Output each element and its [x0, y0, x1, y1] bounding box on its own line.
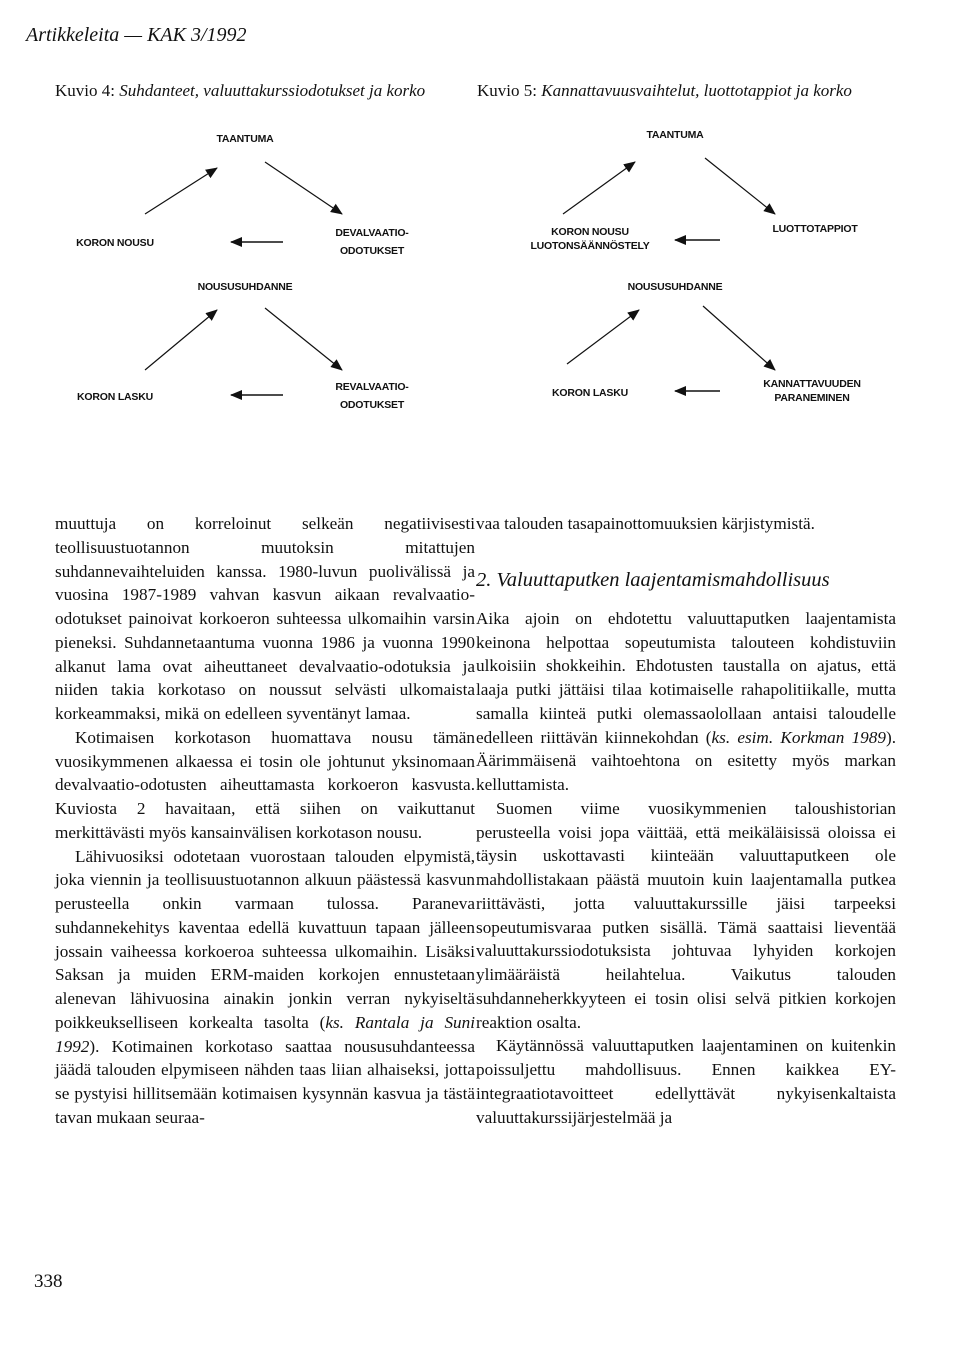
figure5-caption-title: Kannattavuusvaihtelut, luottotappiot ja korko	[541, 81, 852, 100]
right-paragraph-2	[476, 607, 896, 797]
figure4-arrows	[55, 118, 505, 428]
figure4-upper-right-line2: ODOTUKSET	[339, 245, 405, 257]
figure4-arrow-down-top	[265, 162, 342, 214]
figure4-upper-right	[317, 226, 427, 258]
left-column	[55, 512, 475, 1130]
figure5-upper-left-line1: KORON NOUSU	[551, 226, 629, 238]
figure4-arrow-up-bottom	[145, 310, 217, 370]
figure5-lower-right	[747, 377, 877, 405]
left-paragraph-3-text-b: ). Kotimainen korkotaso saattaa noususuhdanteessa jäädä talouden elpymiseen nähden taas liian alhaiseksi, jotta se pystyisi hillitsemään kotimaisen kysynnän kasvua ja tästä tavan mukaan seuraa-	[55, 1036, 475, 1127]
figure4-lower-right-line2: ODOTUKSET	[339, 399, 405, 411]
right-paragraph-2-text-a: Aika ajoin on ehdotettu valuuttaputken laajentamista keinona helpottaa sopeutumista talouteen kohdistuviin ulkoisiin shokkeihin. Ehdotusten taustalla on ajatus, että laaja putki jättäisi tilaa kotimaiselle rahapolitiikalle, mutta samalla kiinteä putki olemassaolollaan antaisi taloudelle edelleen riittävän kiinnekohdan (	[476, 608, 896, 747]
figure5-upper-left	[515, 225, 665, 253]
right-column	[476, 512, 896, 1129]
running-head: Artikkeleita — KAK 3/1992	[26, 24, 247, 46]
figure5-arrow-up-top	[563, 162, 635, 214]
figure4-lower-right	[317, 380, 427, 412]
figure4-lower-right-line1: REVALVAATIO-	[335, 381, 409, 393]
figure5-caption-prefix: Kuvio 5:	[477, 81, 542, 100]
figure5-diagram	[475, 118, 925, 428]
figure4-caption-prefix: Kuvio 4:	[55, 81, 120, 100]
figure5-lower-right-line1: KANNATTAVUUDEN	[763, 378, 861, 390]
right-paragraph-2-text-b: ). Äärimmäisenä vaihtoehtona on esitetty myös markan kelluttamista.	[476, 727, 896, 794]
right-paragraph-1: vaa talouden tasapainottomuuksien kärjistymistä.	[476, 514, 815, 533]
figure5-upper-right: LUOTTOTAPPIOT	[772, 223, 858, 235]
figure4-diagram	[55, 118, 505, 428]
right-paragraph-2-citation: ks. esim. Korkman 1989	[711, 727, 886, 747]
figure5-lower-right-line2: PARANEMINEN	[774, 392, 850, 404]
left-paragraph-3	[55, 845, 475, 1130]
figure5-lower-left: KORON LASKU	[552, 387, 628, 399]
right-paragraph-3: Suomen viime vuosikymmenien taloushistorian perusteella voisi jopa väittää, että meikäläisissä oloissa ei täysin uskottavasti kiinteään valuuttaputkeen ole mahdollistakaan päästä muutoin kuin laajentamalla putkea riittävästi, jotta valuuttakurssille jäisi tarpeeksi sopeutumisvaraa putken sisällä. Tämä saattaisi lieventää valuuttakurssiodotuksista johtuvaa lyhyiden korkojen ylimääräistä heilahtelua. Vaikutus talouden suhdanneherkkyyteen ei tosin olisi selvä pitkien korkojen reaktion osalta.	[476, 798, 896, 1032]
left-paragraph-2: Kotimaisen korkotason huomattava nousu tämän vuosikymmenen alkaessa ei tosin ole johtunut yksinomaan devalvaatio-odotusten aiheuttamasta korkoeron kasvusta. Kuviosta 2 havaitaan, että siihen on vaikuttanut merkittävästi myös kansainvälisen korkotason nousu.	[55, 727, 475, 842]
figure4-caption	[55, 80, 435, 102]
figure5-caption	[477, 80, 877, 102]
figure5-arrow-up-bottom	[567, 310, 639, 364]
figure5-upper-left-line2: LUOTONSÄÄNNÖSTELY	[530, 240, 650, 252]
figure4-upper-left: KORON NOUSU	[76, 237, 154, 249]
figure5-middle-label: NOUSUSUHDANNE	[627, 281, 723, 293]
figure4-upper-right-line1: DEVALVAATIO-	[335, 227, 409, 239]
figure4-middle-label: NOUSUSUHDANNE	[197, 281, 293, 293]
figure4-lower-left: KORON LASKU	[77, 391, 153, 403]
page-number: 338	[34, 1271, 63, 1292]
figure4-arrow-down-bottom	[265, 308, 342, 370]
right-paragraph-4: Käytännössä valuuttaputken laajentaminen on kuitenkin poissuljettu mahdollisuus. Ennen kaikkea EY-integraatiotavoitteet edellyttävät nykyisenkaltaista valuuttakurssijärjestelmää ja	[476, 1036, 896, 1127]
figure5-top-label: TAANTUMA	[646, 129, 704, 141]
figure4-top-label: TAANTUMA	[216, 133, 274, 145]
section-heading: 2. Valuuttaputken laajentamismahdollisuus	[476, 568, 830, 591]
figure5-arrow-down-top	[705, 158, 775, 214]
left-paragraph-1: muuttuja on korreloinut selkeän negatiivisesti teollisuustuotannon muutoksin mitattujen suhdannevaihteluiden kanssa. 1980-luvun puolivälissä ja vuosina 1987-1989 vahvan kasvun aikaan revalvaatio-odotukset painoivat korkoeron suhteessa ulkomaihin varsin pieneksi. Suhdannetaantuma vuonna 1986 ja vuonna 1990 alkanut lama ovat aiheuttaneet devalvaatio-odotuksia ja niiden takia korkotaso on noussut selvästi ulkomaista korkeammaksi, mikä on edelleen syventänyt lamaa.	[55, 514, 475, 723]
figure5-arrow-down-bottom	[703, 306, 775, 370]
figure4-arrow-up-top	[145, 168, 217, 214]
figure4-caption-title: Suhdanteet, valuuttakurssiodotukset ja korko	[119, 81, 426, 100]
left-paragraph-3-citation: ks. Rantala ja Suni 1992	[55, 1012, 475, 1056]
left-paragraph-3-text-a: Lähivuosiksi odotetaan vuorostaan talouden elpymistä, joka viennin ja teollisuustuotannon alkuun päästessä kasvun perusteella onkin varmaan tulossa. Paraneva suhdannekehitys kaventaa edellä kuvattuun tapaan jälleen jossain vaiheessa korkoeroa suhteessa ulkomaihin. Lisäksi Saksan ja muiden ERM-maiden korkojen ennustetaan alenevan lähivuosina ainakin jonkin verran nykyiseltä poikkeukselliseen korkealta tasolta (	[55, 846, 475, 1032]
